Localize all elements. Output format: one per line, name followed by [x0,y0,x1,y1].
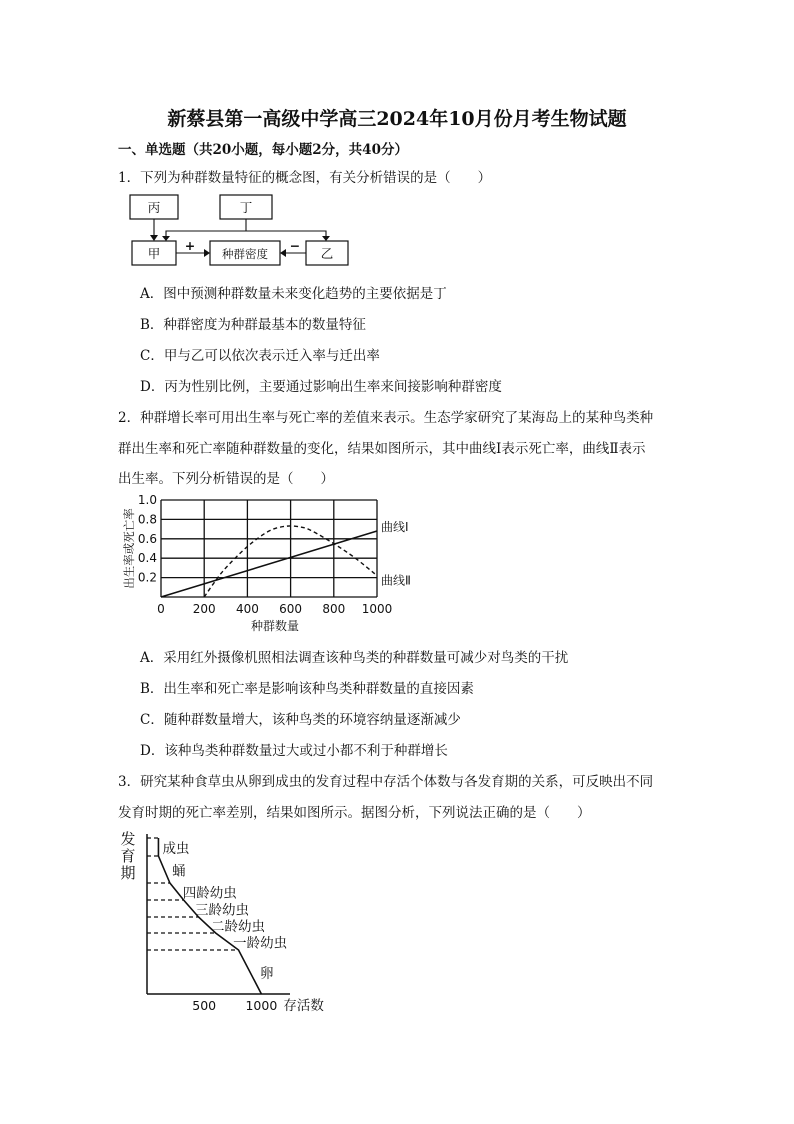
y-axis-label: 出生率或死亡率 [122,508,136,589]
q2-option-b: B．出生率和死亡率是影响该种鸟类种群数量的直接因素 [140,681,474,697]
arrowhead [162,236,170,241]
q1-option-d: D．丙为性别比例，主要通过影响出生率来间接影响种群密度 [140,379,502,395]
y-tick-label: 1.0 [137,493,157,507]
arrow-ding-jia [166,219,246,236]
y-axis-label-char: 发 [120,830,136,848]
q1-option-a: A．图中预测种群数量未来变化趋势的主要依据是丁 [140,286,447,302]
label-jia: 甲 [147,246,161,261]
label-bing: 丙 [147,200,161,215]
y-tick-label: 0.2 [137,570,157,585]
label-center: 种群密度 [222,247,268,261]
question-2-stem-line: 2．种群增长率可用出生率与死亡率的差值来表示。生态学家研究了某海岛上的某种鸟类种 [118,410,654,426]
birth-death-rate-chart [118,490,438,636]
x-tick-label: 1000 [361,602,393,616]
series-label-curve-1: 曲线Ⅰ [381,520,409,535]
arrowhead [280,249,286,257]
series-label-curve-2: 曲线Ⅱ [381,573,411,588]
question-3-stem-line: 发育时期的死亡率差别，结果如图所示。据图分析，下列说法正确的是（ ） [118,805,591,821]
stage-label: 二龄幼虫 [211,919,266,935]
stage-label: 卵 [259,966,274,982]
x-tick-label: 800 [322,602,346,616]
x-tick-label: 200 [192,602,216,616]
q1-option-c: C．甲与乙可以依次表示迁入率与迁出率 [140,348,380,364]
q2-option-a: A．采用红外摄像机照相法调查该种鸟类的种群数量可减少对鸟类的干扰 [140,650,569,666]
x-tick-label: 400 [235,602,259,616]
question-2-stem-line: 群出生率和死亡率随种群数量的变化，结果如图所示，其中曲线Ⅰ表示死亡率，曲线Ⅱ表示 [118,441,646,457]
q2-option-d: D．该种鸟类种群数量过大或过小都不利于种群增长 [140,743,448,759]
stage-label: 四龄幼虫 [182,885,237,902]
arrowhead [322,236,330,241]
y-axis-label-char: 育 [120,847,136,865]
x-axis-label: 存活数 [283,998,324,1014]
question-2-stem-line: 出生率。下列分析错误的是（ ） [118,471,334,487]
x-tick-label: 500 [192,998,217,1013]
arrow-ding-yi [246,231,326,236]
sign-minus: − [289,238,301,253]
q2-option-c: C．随种群数量增大，该种鸟类的环境容纳量逐渐减少 [140,712,461,728]
question-1-stem: 1．下列为种群数量特征的概念图，有关分析错误的是（ ） [118,170,492,186]
stage-label: 一龄幼虫 [233,935,288,952]
series-line-curve-1 [161,531,377,597]
x-tick-label: 600 [279,602,303,616]
concept-diagram [118,190,358,270]
arrowhead [204,249,210,257]
y-tick-label: 0.4 [137,551,157,566]
survival-stage-chart [110,826,324,1016]
stage-label: 蛹 [172,863,186,880]
question-3-stem-line: 3．研究某种食草虫从卵到成虫的发育过程中存活个体数与各发育期的关系，可反映出不同 [118,774,654,790]
label-yi: 乙 [320,246,334,261]
x-tick-label: 1000 [245,998,278,1013]
sign-plus: + [184,238,196,253]
page-title: 新蔡县第一高级中学高三2024年10月份月考生物试题 [167,108,627,130]
stage-label: 三龄幼虫 [195,902,250,919]
y-tick-label: 0.6 [137,531,157,546]
arrowhead [150,235,158,241]
x-axis-label: 种群数量 [250,619,300,633]
y-tick-label: 0.8 [137,512,157,527]
x-tick-label: 0 [157,602,165,616]
section-heading: 一、单选题（共20小题，每小题2分，共40分） [118,142,408,158]
q1-option-b: B．种群密度为种群最基本的数量特征 [140,317,366,333]
stage-label: 成虫 [162,841,190,857]
label-ding: 丁 [239,200,253,215]
y-axis-label-char: 期 [120,864,136,882]
